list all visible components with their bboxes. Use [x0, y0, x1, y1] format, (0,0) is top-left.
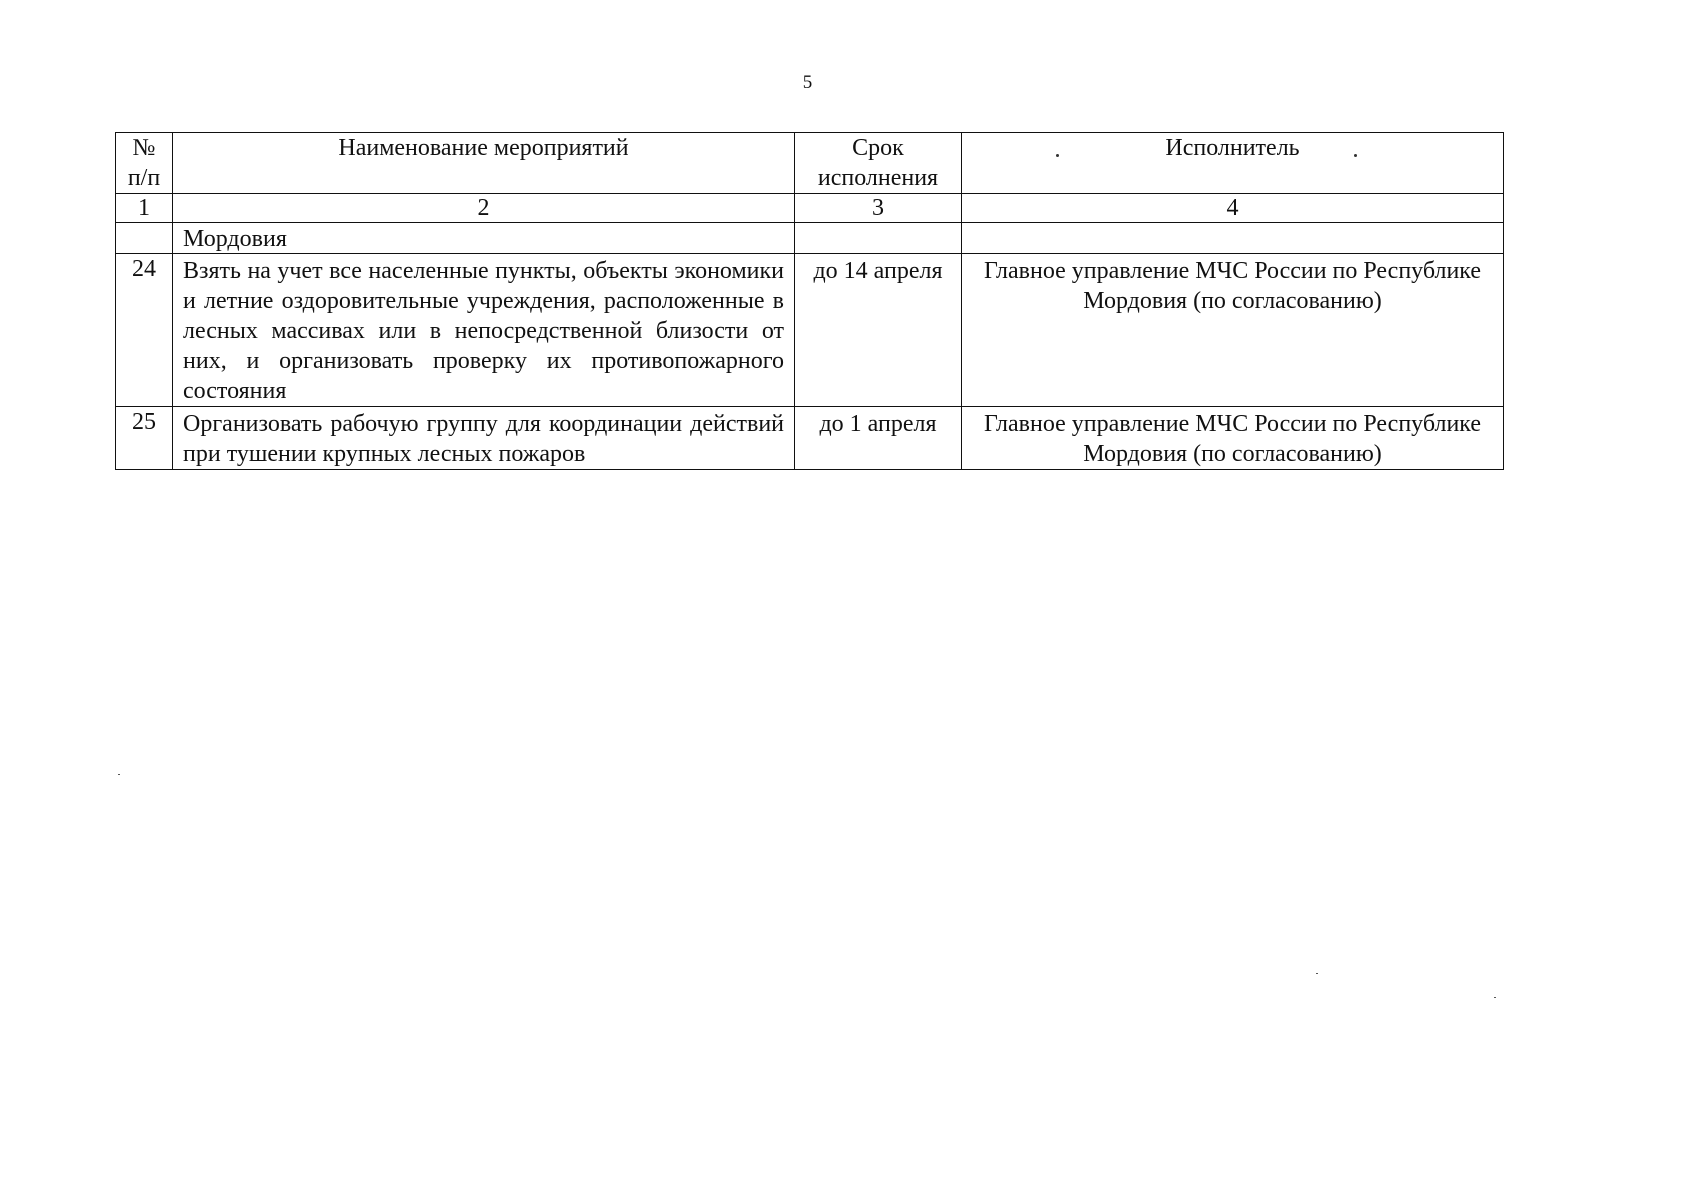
- scan-speck: [118, 774, 120, 775]
- header-activity-name: Наименование мероприятий: [173, 133, 795, 194]
- activity-name: Взять на учет все населенные пункты, объекты экономики и летние оздоровительные учреждения, расположенные в лесных массивах или в непосредственной близости от них, и организовать проверку их противопожарного состояния: [173, 254, 795, 407]
- column-number: 2: [173, 194, 795, 223]
- row-number: 25: [116, 407, 173, 470]
- row-number: 24: [116, 254, 173, 407]
- region-name: Мордовия: [173, 223, 795, 254]
- activity-executor: Главное управление МЧС России по Республике Мордовия (по согласованию): [962, 254, 1504, 407]
- table-row: [116, 254, 1504, 407]
- scan-speck: [1056, 154, 1059, 157]
- header-executor: Исполнитель: [962, 133, 1504, 194]
- scan-speck: [1354, 154, 1357, 157]
- scan-speck: [1494, 997, 1496, 998]
- column-number-row: [116, 194, 1504, 223]
- activity-deadline: до 14 апреля: [795, 254, 962, 407]
- column-number: 3: [795, 194, 962, 223]
- region-deadline-cell: [795, 223, 962, 254]
- activity-deadline: до 1 апреля: [795, 407, 962, 470]
- activities-table: [115, 132, 1504, 470]
- page-number: 5: [802, 72, 813, 93]
- region-number-cell: [116, 223, 173, 254]
- region-row: [116, 223, 1504, 254]
- column-number: 4: [962, 194, 1504, 223]
- region-executor-cell: [962, 223, 1504, 254]
- activity-executor: Главное управление МЧС России по Республике Мордовия (по согласованию): [962, 407, 1504, 470]
- scan-speck: [1316, 973, 1318, 974]
- header-number: № п/п: [116, 133, 173, 194]
- column-number: 1: [116, 194, 173, 223]
- table-header-row: [116, 133, 1504, 194]
- activity-name: Организовать рабочую группу для координации действий при тушении крупных лесных пожаров: [173, 407, 795, 470]
- table-row: [116, 407, 1504, 470]
- header-deadline: Срок исполнения: [795, 133, 962, 194]
